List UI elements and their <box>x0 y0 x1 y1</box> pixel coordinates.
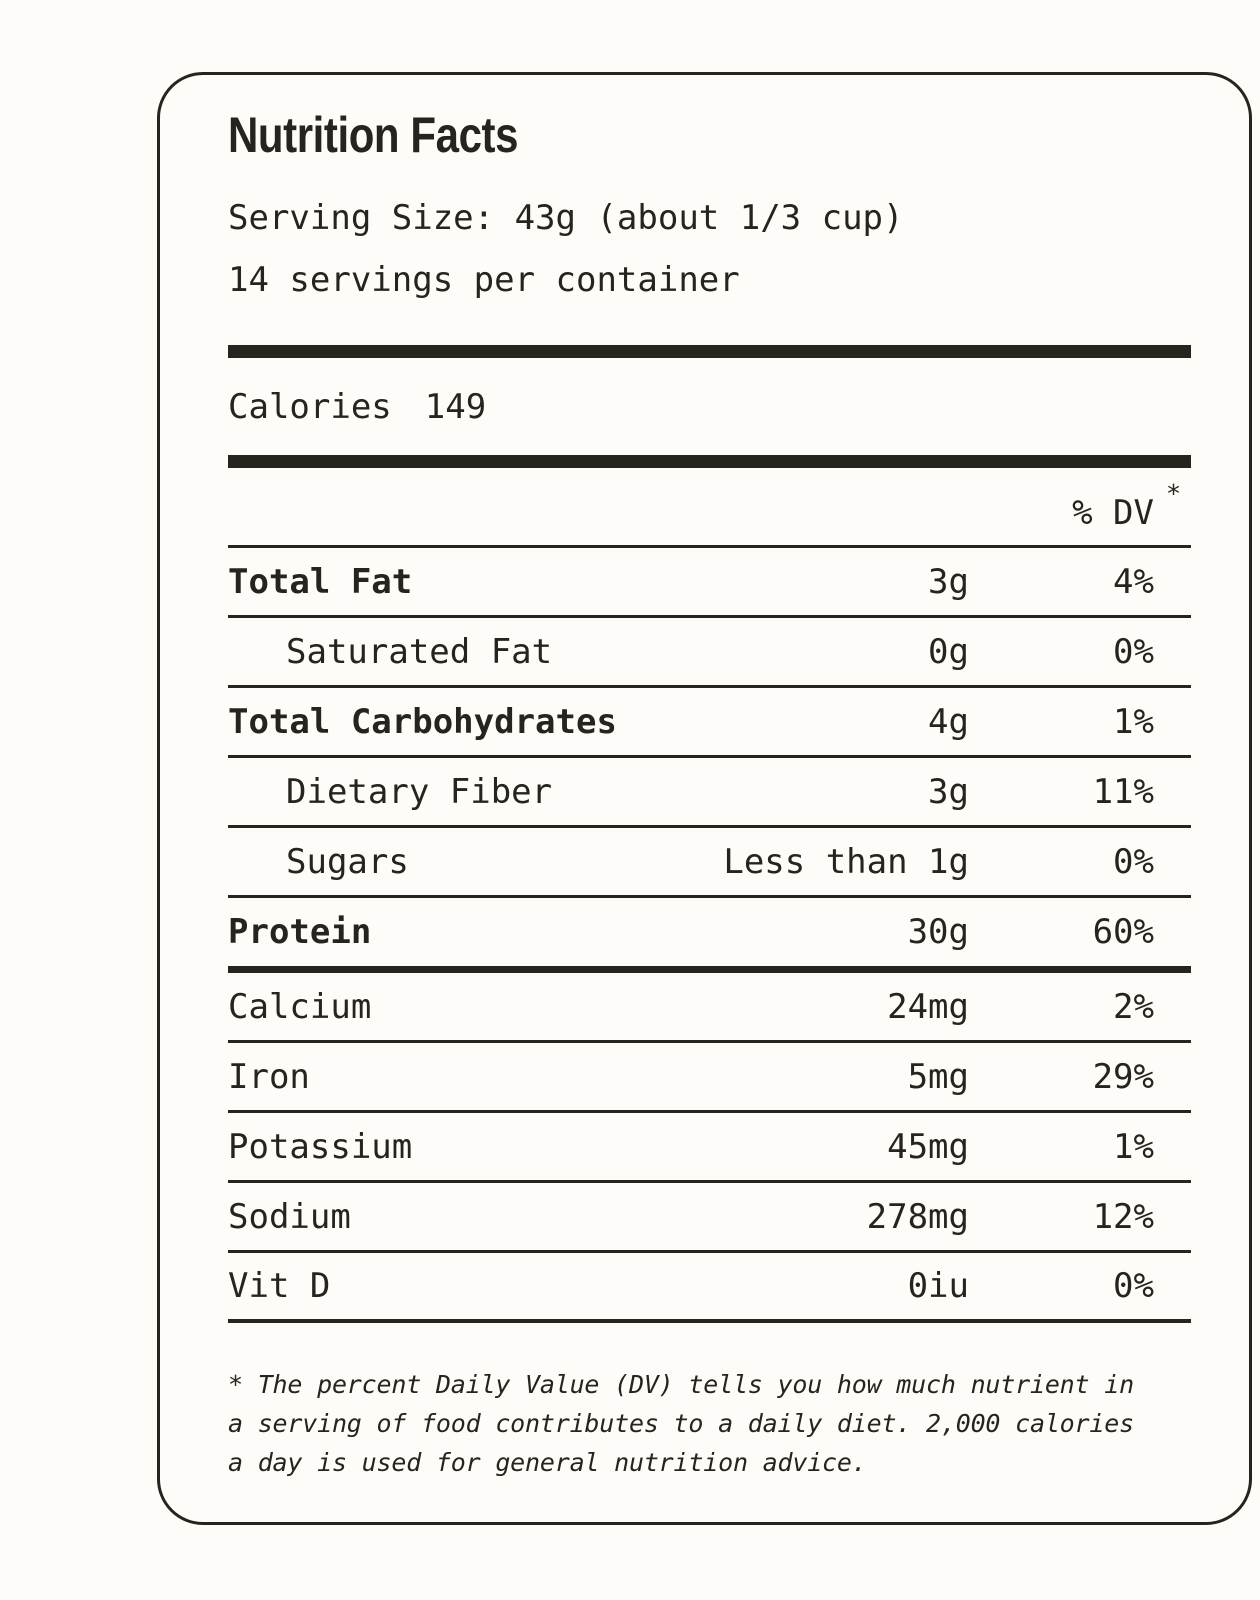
nutrient-name: Calcium <box>228 986 372 1027</box>
nutrient-name: Sugars <box>286 841 409 882</box>
nutrient-name: Sodium <box>228 1196 351 1237</box>
nutrient-amount: 3g <box>928 771 969 812</box>
nutrient-amount: 3g <box>928 561 969 602</box>
serving-size-text: Serving Size: 43g (about 1/3 cup) <box>228 198 904 238</box>
servings-per-container-text: 14 servings per container <box>228 260 740 300</box>
table-row <box>228 828 1191 898</box>
thick-divider-top <box>228 345 1191 358</box>
footnote-line: a serving of food contributes to a daily diet. 2,000 calories <box>228 1409 1134 1438</box>
serving-info <box>228 187 1191 311</box>
nutrient-dv: 11% <box>1092 771 1154 812</box>
nutrient-table <box>228 548 1191 1323</box>
table-row <box>228 758 1191 828</box>
table-row <box>228 688 1191 758</box>
thick-divider-calories <box>228 455 1191 468</box>
nutrient-amount: Less than 1g <box>723 841 969 882</box>
nutrient-amount: 45mg <box>887 1126 969 1167</box>
table-row <box>228 973 1191 1043</box>
footnote-line: a day is used for general nutrition advice. <box>228 1448 867 1477</box>
nutrient-name: Total Fat <box>228 561 413 602</box>
nutrient-amount: 30g <box>907 912 969 952</box>
nutrition-facts-title: Nutrition Facts <box>228 107 519 163</box>
table-row <box>228 548 1191 618</box>
nutrient-dv: 1% <box>1113 701 1154 742</box>
nutrient-amount: 278mg <box>866 1196 969 1237</box>
table-row <box>228 1253 1191 1323</box>
calories-value: 149 <box>424 386 487 427</box>
nutrient-dv: 12% <box>1092 1196 1154 1237</box>
calories-label: Calories <box>228 386 392 427</box>
nutrient-amount: 0iu <box>907 1266 969 1306</box>
nutrient-amount: 24mg <box>887 986 969 1027</box>
footnote-line: * The percent Daily Value (DV) tells you how much nutrient in <box>228 1370 1134 1399</box>
percent-dv-header-row <box>228 468 1191 548</box>
nutrient-name: Potassium <box>228 1126 413 1167</box>
nutrition-facts-card <box>157 72 1252 1525</box>
nutrient-amount: 4g <box>928 701 969 742</box>
nutrient-amount: 5mg <box>907 1056 969 1097</box>
nutrient-dv: 4% <box>1113 561 1154 602</box>
nutrient-dv: 0% <box>1113 1266 1154 1306</box>
percent-dv-header <box>969 479 1191 533</box>
nutrient-name: Saturated Fat <box>286 631 553 672</box>
table-row <box>228 898 1191 973</box>
calories-row <box>228 358 1191 455</box>
nutrient-name: Dietary Fiber <box>286 771 553 812</box>
table-row <box>228 618 1191 688</box>
nutrient-dv: 2% <box>1113 986 1154 1027</box>
percent-dv-asterisk: * <box>1165 479 1181 508</box>
nutrient-amount: 0g <box>928 631 969 672</box>
table-row <box>228 1043 1191 1113</box>
nutrient-dv: 29% <box>1092 1056 1154 1097</box>
nutrient-name: Protein <box>228 912 372 952</box>
percent-dv-header-text: % DV <box>1072 493 1154 533</box>
table-row <box>228 1113 1191 1183</box>
table-row <box>228 1183 1191 1253</box>
nutrient-table-body <box>228 548 1191 1323</box>
nutrient-name: Iron <box>228 1056 310 1097</box>
nutrient-dv: 60% <box>1092 912 1154 952</box>
nutrient-name: Vit D <box>228 1266 331 1306</box>
nutrient-dv: 0% <box>1113 841 1154 882</box>
nutrient-dv: 1% <box>1113 1126 1154 1167</box>
nutrient-dv: 0% <box>1113 631 1154 672</box>
footnote <box>228 1365 1191 1482</box>
nutrient-name: Total Carbohydrates <box>228 701 617 742</box>
